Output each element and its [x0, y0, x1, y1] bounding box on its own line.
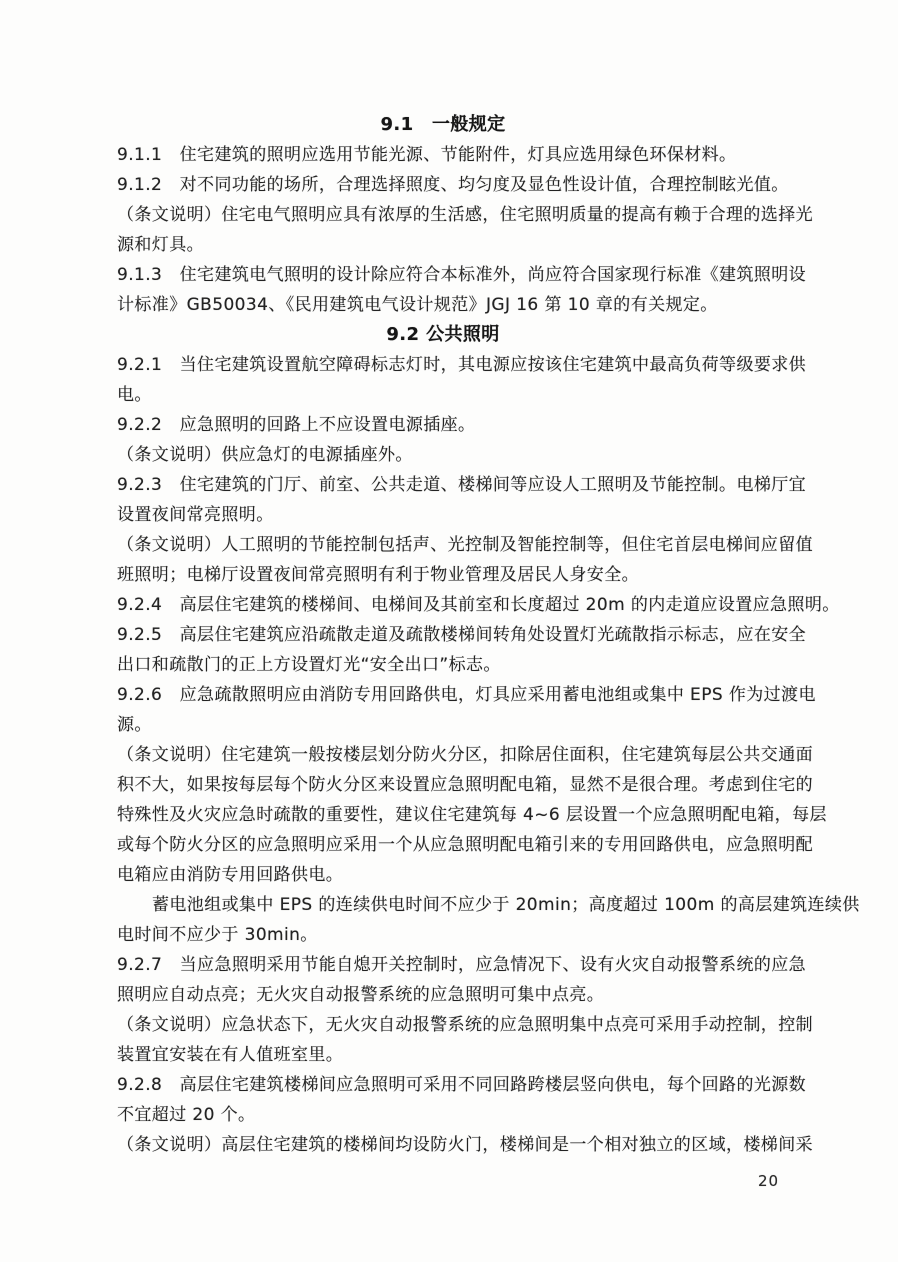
section-heading: 9.1 一般规定 [380, 114, 506, 135]
text-line: 装置宜安装在有人值班室里。 [117, 1045, 344, 1065]
text-line: 不宜超过 20 个。 [117, 1105, 256, 1125]
section-heading: 9.2 公共照明 [386, 324, 500, 345]
text-line: 9.2.7 当应急照明采用节能自熄开关控制时，应急情况下、设有火灾自动报警系统的应急 [117, 955, 807, 975]
page-number: 20 [758, 1172, 780, 1190]
text-line: 电箱应由消防专用回路供电。 [117, 865, 344, 885]
text-line: 9.1.3 住宅建筑电气照明的设计除应符合本标准外，尚应符合国家现行标准《建筑照明设 [117, 265, 807, 285]
text-line: 源和灯具。 [117, 235, 204, 255]
text-line: 蓄电池组或集中 EPS 的连续供电时间不应少于 20min；高度超过 100m 的高层建筑连续供 [152, 895, 860, 915]
text-line: 9.1.1 住宅建筑的照明应选用节能光源、节能附件，灯具应选用绿色环保材料。 [117, 145, 737, 165]
text-line: 9.2.2 应急照明的回路上不应设置电源插座。 [117, 415, 476, 435]
text-line: 9.2.4 高层住宅建筑的楼梯间、电梯间及其前室和长度超过 20m 的内走道应设置应急照明。 [117, 595, 840, 615]
text-line: 班照明；电梯厅设置夜间常亮照明有利于物业管理及居民人身安全。 [117, 565, 639, 585]
text-line: 9.2.3 住宅建筑的门厅、前室、公共走道、楼梯间等应设人工照明及节能控制。电梯厅宜 [117, 475, 807, 495]
text-line: 9.2.8 高层住宅建筑楼梯间应急照明可采用不同回路跨楼层竖向供电，每个回路的光源数 [117, 1075, 807, 1095]
text-line: （条文说明）住宅建筑一般按楼层划分防火分区，扣除居住面积，住宅建筑每层公共交通面 [117, 745, 813, 765]
text-line: 设置夜间常亮照明。 [117, 505, 274, 525]
text-line: 电时间不应少于 30min。 [117, 925, 318, 945]
text-line: 积不大，如果按每层每个防火分区来设置应急照明配电箱，显然不是很合理。考虑到住宅的 [117, 775, 813, 795]
text-line: 计标准》GB50034、《民用建筑电气设计规范》JGJ 16 第 10 章的有关规定。 [117, 295, 718, 315]
text-line: （条文说明）应急状态下，无火灾自动报警系统的应急照明集中点亮可采用手动控制，控制 [117, 1015, 813, 1035]
text-block [117, 110, 860, 1160]
text-line: 9.2.1 当住宅建筑设置航空障碍标志灯时，其电源应按该住宅建筑中最高负荷等级要求供 [117, 355, 807, 375]
text-line: 电。 [117, 385, 152, 405]
text-line: 9.2.5 高层住宅建筑应沿疏散走道及疏散楼梯间转角处设置灯光疏散指示标志，应在安全 [117, 625, 807, 645]
text-line: （条文说明）供应急灯的电源插座外。 [117, 445, 413, 465]
text-line: （条文说明）高层住宅建筑的楼梯间均设防火门，楼梯间是一个相对独立的区域，楼梯间采 [117, 1135, 813, 1155]
text-line: 特殊性及火灾应急时疏散的重要性，建议住宅建筑每 4~6 层设置一个应急照明配电箱，每层 [117, 805, 827, 825]
text-line: 照明应自动点亮；无火灾自动报警系统的应急照明可集中点亮。 [117, 985, 605, 1005]
text-line: 出口和疏散门的正上方设置灯光“安全出口”标志。 [117, 655, 501, 675]
text-line: （条文说明）住宅电气照明应具有浓厚的生活感，住宅照明质量的提高有赖于合理的选择光 [117, 205, 813, 225]
text-line: （条文说明）人工照明的节能控制包括声、光控制及智能控制等，但住宅首层电梯间应留值 [117, 535, 813, 555]
text-line: 或每个防火分区的应急照明应采用一个从应急照明配电箱引来的专用回路供电，应急照明配 [117, 835, 813, 855]
text-line: 9.2.6 应急疏散照明应由消防专用回路供电，灯具应采用蓄电池组或集中 EPS 作为过渡电 [117, 685, 816, 705]
text-line: 9.1.2 对不同功能的场所，合理选择照度、均匀度及显色性设计值，合理控制眩光值。 [117, 175, 789, 195]
text-line: 源。 [117, 715, 152, 735]
